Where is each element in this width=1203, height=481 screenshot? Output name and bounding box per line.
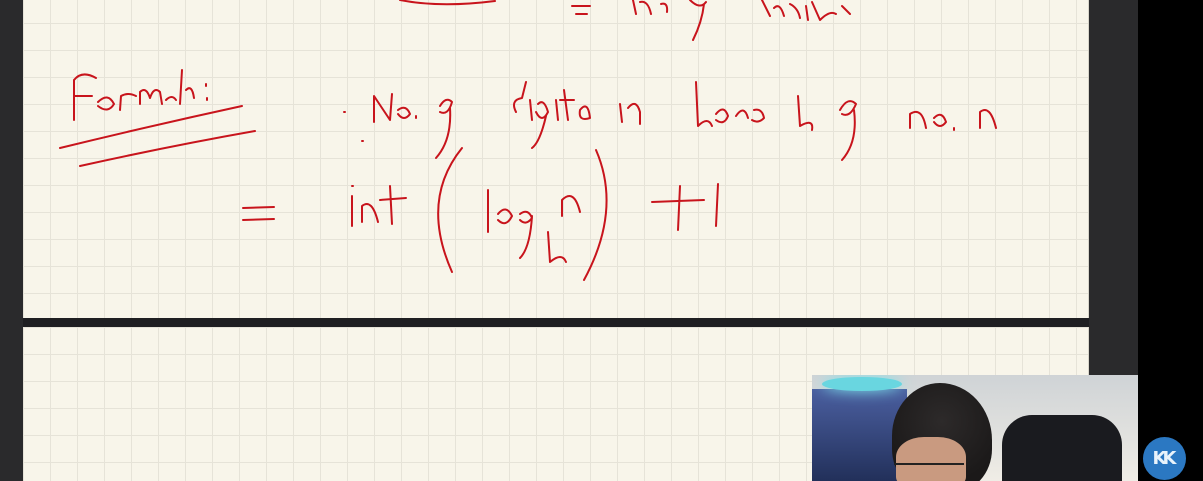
webcam-overlay — [812, 375, 1138, 481]
right-sidebar-bar — [1138, 0, 1203, 481]
webcam-presenter-glasses — [894, 463, 964, 479]
channel-logo-text: KK — [1152, 448, 1173, 469]
webcam-lamp — [822, 377, 902, 391]
page-separator — [23, 318, 1089, 327]
notebook-page-1 — [23, 0, 1089, 318]
channel-logo-badge[interactable] — [1143, 437, 1186, 480]
webcam-chair — [1002, 415, 1122, 481]
